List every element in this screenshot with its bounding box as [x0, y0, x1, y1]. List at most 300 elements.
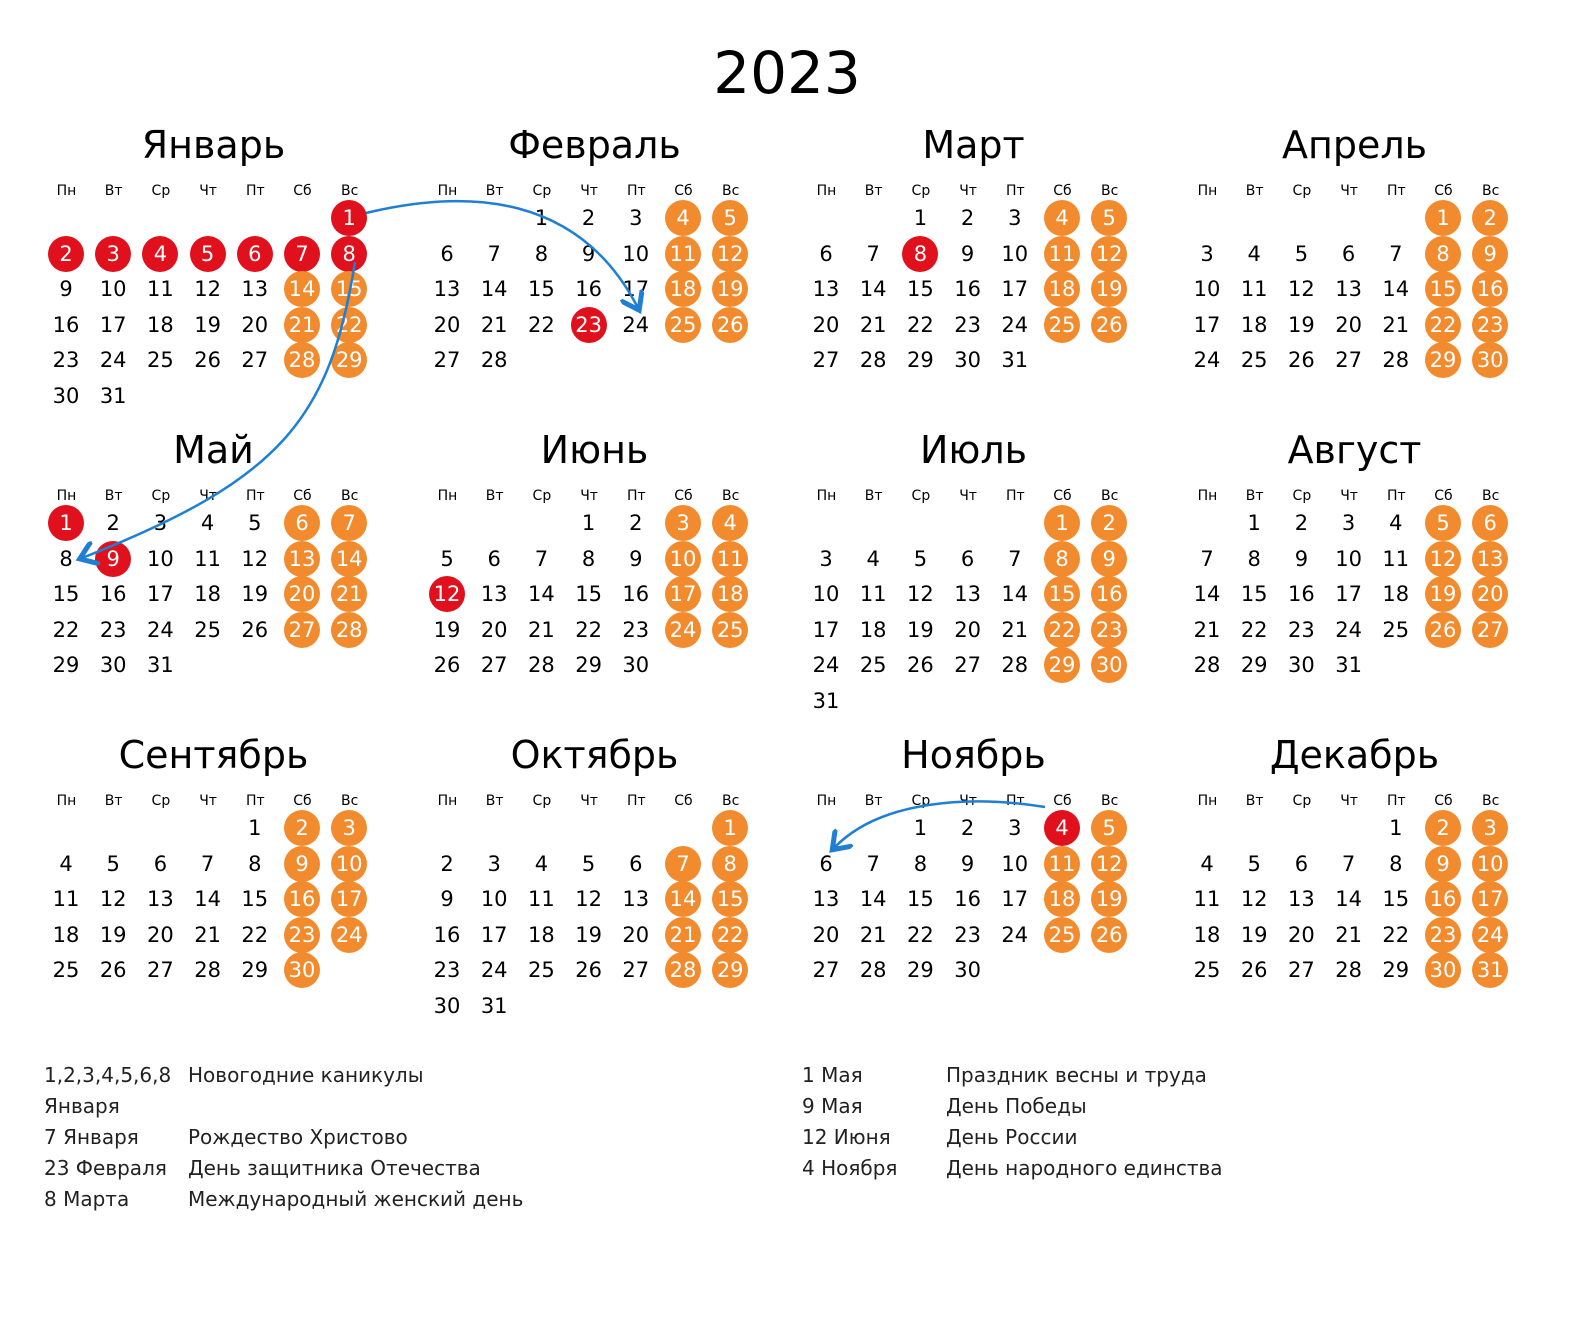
day-cell: 28 [1335, 958, 1362, 983]
day-cell: 8 [248, 851, 262, 876]
day-cell: 4 [665, 200, 701, 236]
weekday-label: Ср [911, 183, 931, 199]
day-cell: 12 [575, 887, 602, 912]
day-cell: 22 [907, 312, 934, 337]
day-cell: 29 [331, 342, 367, 378]
day-cell: 17 [1193, 312, 1221, 337]
day-cell: 1 [1389, 816, 1403, 840]
day-cell: 3 [1341, 511, 1356, 535]
note-date: Января [44, 1094, 120, 1118]
day-cell: 24 [1472, 917, 1508, 953]
day-cell: 8 [331, 236, 367, 272]
day-cell: 17 [1472, 881, 1508, 917]
day-cell: 3 [1008, 206, 1022, 230]
day-cell: 23 [99, 617, 127, 642]
day-cell: 5 [106, 851, 120, 876]
day-cell: 2 [1425, 810, 1461, 846]
day-cell: 19 [1091, 881, 1127, 917]
weekday-label: Ср [151, 793, 171, 809]
day-cell: 24 [1193, 348, 1221, 373]
weekday-label: Вт [485, 793, 504, 809]
day-cell: 15 [1044, 576, 1080, 612]
day-cell: 16 [622, 582, 650, 607]
day-cell: 12 [1425, 541, 1461, 577]
day-cell: 7 [866, 241, 880, 266]
day-cell: 23 [284, 917, 320, 953]
day-cell: 10 [1472, 846, 1508, 882]
day-cell: 7 [487, 241, 501, 266]
day-cell: 17 [1335, 582, 1362, 607]
weekday-label: Вт [485, 183, 504, 199]
weekday-label: Пт [626, 488, 646, 504]
day-cell: 9 [95, 541, 131, 577]
day-cell: 31 [1472, 952, 1508, 988]
day-cell: 3 [629, 206, 643, 230]
day-cell: 27 [812, 348, 840, 373]
day-cell: 19 [241, 582, 269, 607]
day-cell: 26 [907, 653, 934, 678]
day-cell: 13 [433, 277, 461, 302]
day-cell: 21 [528, 617, 555, 642]
day-cell: 3 [665, 505, 701, 541]
day-cell: 24 [99, 348, 127, 373]
weekday-label: Вт [864, 488, 883, 504]
weekday-label: Пн [816, 793, 837, 809]
day-cell: 22 [907, 922, 934, 947]
weekday-label: Пт [626, 793, 646, 809]
day-cell: 11 [712, 541, 748, 577]
day-cell: 19 [99, 922, 127, 947]
day-cell: 21 [480, 312, 508, 337]
day-cell: 13 [284, 541, 320, 577]
day-cell: 27 [433, 348, 461, 373]
day-cell: 9 [1294, 546, 1309, 571]
day-cell: 7 [331, 505, 367, 541]
day-cell: 7 [665, 846, 701, 882]
weekday-label: Вс [1101, 183, 1119, 199]
day-cell: 20 [147, 922, 174, 947]
day-cell: 28 [331, 612, 367, 648]
day-cell: 26 [433, 653, 461, 678]
weekday-label: Ср [1292, 488, 1312, 504]
day-cell: 2 [106, 511, 120, 535]
month-name: Ноябрь [901, 733, 1046, 777]
day-cell: 20 [622, 922, 650, 947]
day-cell: 19 [575, 922, 602, 947]
day-cell: 10 [480, 887, 508, 912]
day-cell: 5 [1294, 241, 1309, 266]
day-cell: 21 [1193, 617, 1221, 642]
day-cell: 5 [1091, 200, 1127, 236]
note-text: День Победы [946, 1094, 1087, 1118]
weekday-label: Пн [1197, 183, 1218, 199]
weekday-label: Вс [341, 183, 359, 199]
day-cell: 1 [913, 206, 928, 230]
day-cell: 7 [866, 851, 880, 876]
day-cell: 9 [284, 846, 320, 882]
day-cell: 10 [622, 241, 650, 266]
day-cell: 27 [1288, 958, 1315, 983]
day-cell: 5 [248, 511, 262, 535]
month-name: Апрель [1281, 123, 1428, 167]
day-cell: 11 [859, 582, 887, 607]
month-name: Январь [141, 123, 286, 167]
weekday-label: Пн [437, 793, 458, 809]
day-cell: 15 [52, 582, 80, 607]
day-cell: 15 [241, 887, 269, 912]
day-cell: 9 [1472, 236, 1508, 272]
day-cell: 1 [1425, 200, 1461, 236]
weekday-label: Ср [911, 793, 931, 809]
weekday-label: Ср [532, 183, 552, 199]
day-cell: 11 [147, 277, 174, 302]
day-cell: 17 [665, 576, 701, 612]
weekday-label: Пт [1386, 183, 1406, 199]
day-cell: 2 [1091, 505, 1127, 541]
day-cell: 20 [1472, 576, 1508, 612]
day-cell: 18 [665, 271, 701, 307]
day-cell: 18 [194, 582, 221, 607]
day-cell: 2 [1472, 200, 1508, 236]
weekday-label: Вс [1101, 488, 1119, 504]
day-cell: 5 [712, 200, 748, 236]
weekday-label: Пт [1005, 488, 1025, 504]
day-cell: 19 [194, 312, 221, 337]
day-cell: 16 [954, 887, 981, 912]
day-cell: 27 [622, 958, 650, 983]
day-cell: 15 [575, 582, 602, 607]
weekday-label: Чт [959, 183, 977, 199]
weekday-label: Пт [245, 793, 265, 809]
day-cell: 2 [440, 851, 454, 876]
day-cell: 25 [52, 958, 80, 983]
day-cell: 10 [812, 582, 840, 607]
day-cell: 27 [241, 348, 269, 373]
day-cell: 17 [480, 922, 508, 947]
weekday-label: Пн [56, 488, 77, 504]
day-cell: 14 [1382, 277, 1410, 302]
day-cell: 7 [284, 236, 320, 272]
day-cell: 9 [1091, 541, 1127, 577]
day-cell: 4 [1200, 851, 1214, 876]
day-cell: 15 [907, 277, 934, 302]
day-cell: 26 [712, 307, 748, 343]
day-cell: 29 [52, 653, 80, 678]
day-cell: 29 [575, 653, 602, 678]
day-cell: 24 [1335, 617, 1362, 642]
day-cell: 29 [907, 348, 934, 373]
weekday-label: Вт [864, 183, 883, 199]
day-cell: 18 [528, 922, 555, 947]
day-cell: 13 [1335, 277, 1362, 302]
month-name: Май [173, 428, 254, 472]
day-cell: 11 [1044, 236, 1080, 272]
day-cell: 16 [575, 277, 602, 302]
day-cell: 29 [1240, 653, 1268, 678]
day-cell: 19 [907, 617, 934, 642]
day-cell: 8 [902, 236, 938, 272]
day-cell: 4 [712, 505, 748, 541]
day-cell: 19 [433, 617, 461, 642]
weekday-label: Вт [864, 793, 883, 809]
day-cell: 14 [859, 277, 887, 302]
day-cell: 14 [284, 271, 320, 307]
day-cell: 27 [1335, 348, 1362, 373]
day-cell: 1 [913, 816, 928, 840]
day-cell: 4 [142, 236, 178, 272]
day-cell: 13 [622, 887, 650, 912]
month-name: Февраль [508, 123, 681, 167]
day-cell: 2 [960, 206, 975, 230]
day-cell: 5 [190, 236, 226, 272]
weekday-label: Ср [1292, 793, 1312, 809]
day-cell: 17 [812, 617, 840, 642]
day-cell: 8 [1247, 546, 1261, 571]
note-date: 12 Июня [802, 1125, 891, 1149]
day-cell: 7 [1008, 546, 1022, 571]
day-cell: 2 [1294, 511, 1309, 535]
day-cell: 25 [1382, 617, 1410, 642]
day-cell: 21 [194, 922, 221, 947]
day-cell: 23 [954, 312, 981, 337]
day-cell: 17 [1001, 887, 1029, 912]
weekday-label: Вс [341, 488, 359, 504]
month-name: Март [922, 123, 1025, 167]
weekday-label: Сб [1053, 183, 1072, 199]
day-cell: 27 [284, 612, 320, 648]
day-cell: 25 [1193, 958, 1221, 983]
day-cell: 28 [1193, 653, 1221, 678]
day-cell: 11 [665, 236, 701, 272]
weekday-label: Вт [104, 183, 123, 199]
day-cell: 29 [1425, 342, 1461, 378]
day-cell: 24 [812, 653, 840, 678]
day-cell: 12 [99, 887, 127, 912]
weekday-label: Ср [911, 488, 931, 504]
weekday-label: Пт [245, 183, 265, 199]
note-date: 23 Февраля [44, 1156, 167, 1180]
day-cell: 28 [480, 348, 508, 373]
day-cell: 6 [284, 505, 320, 541]
day-cell: 12 [429, 576, 465, 612]
day-cell: 30 [433, 994, 461, 1018]
weekday-label: Чт [580, 793, 598, 809]
month-4 [1187, 120, 1522, 420]
day-cell: 13 [1472, 541, 1508, 577]
day-cell: 18 [1044, 881, 1080, 917]
day-cell: 26 [1240, 958, 1268, 983]
month-1 [46, 120, 381, 420]
day-cell: 14 [194, 887, 221, 912]
weekday-label: Вс [722, 793, 740, 809]
day-cell: 2 [960, 816, 975, 840]
day-cell: 25 [528, 958, 555, 983]
day-cell: 30 [1425, 952, 1461, 988]
day-cell: 12 [1240, 887, 1268, 912]
year-title: 2023 [713, 39, 861, 107]
month-10 [427, 730, 762, 1030]
weekday-label: Сб [1434, 488, 1453, 504]
day-cell: 4 [1389, 511, 1403, 535]
day-cell: 12 [907, 582, 934, 607]
weekday-label: Вс [341, 793, 359, 809]
weekday-label: Вт [104, 488, 123, 504]
day-cell: 11 [1193, 887, 1221, 912]
weekday-label: Вс [1482, 793, 1500, 809]
note-text: Международный женский день [188, 1187, 524, 1211]
day-cell: 16 [52, 312, 80, 337]
day-cell: 27 [147, 958, 174, 983]
day-cell: 8 [59, 546, 73, 571]
day-cell: 16 [284, 881, 320, 917]
day-cell: 8 [581, 546, 596, 571]
month-3 [806, 120, 1141, 420]
weekday-label: Чт [199, 793, 217, 809]
day-cell: 18 [859, 617, 887, 642]
weekday-label: Чт [959, 488, 977, 504]
day-cell: 20 [812, 312, 840, 337]
day-cell: 18 [712, 576, 748, 612]
day-cell: 29 [712, 952, 748, 988]
day-cell: 22 [1425, 307, 1461, 343]
day-cell: 22 [1240, 617, 1268, 642]
day-cell: 10 [1193, 277, 1221, 302]
weekday-label: Ср [1292, 183, 1312, 199]
day-cell: 14 [859, 887, 887, 912]
weekday-label: Пт [1386, 488, 1406, 504]
day-cell: 16 [1288, 582, 1315, 607]
day-cell: 3 [819, 546, 833, 571]
day-cell: 5 [1091, 810, 1127, 846]
day-cell: 2 [284, 810, 320, 846]
day-cell: 24 [480, 958, 508, 983]
day-cell: 3 [487, 851, 501, 876]
day-cell: 22 [331, 307, 367, 343]
day-cell: 17 [331, 881, 367, 917]
day-cell: 6 [1341, 241, 1356, 266]
month-6 [427, 425, 762, 725]
day-cell: 17 [147, 582, 174, 607]
day-cell: 30 [52, 384, 80, 408]
day-cell: 14 [528, 582, 555, 607]
day-cell: 15 [528, 277, 555, 302]
day-cell: 7 [1389, 241, 1403, 266]
day-cell: 15 [907, 887, 934, 912]
day-cell: 5 [581, 851, 596, 876]
day-cell: 18 [1044, 271, 1080, 307]
day-cell: 22 [1382, 922, 1410, 947]
day-cell: 25 [859, 653, 887, 678]
weekday-label: Чт [199, 488, 217, 504]
day-cell: 1 [1044, 505, 1080, 541]
day-cell: 18 [52, 922, 80, 947]
day-cell: 19 [1091, 271, 1127, 307]
month-name: Октябрь [510, 733, 679, 777]
day-cell: 26 [99, 958, 127, 983]
day-cell: 31 [147, 653, 174, 678]
day-cell: 29 [907, 958, 934, 983]
day-cell: 20 [241, 312, 269, 337]
day-cell: 9 [960, 851, 975, 876]
day-cell: 24 [331, 917, 367, 953]
day-cell: 13 [812, 277, 840, 302]
day-cell: 6 [819, 241, 833, 266]
day-cell: 9 [629, 546, 643, 571]
month-name: Декабрь [1269, 733, 1440, 777]
weekday-label: Сб [1434, 183, 1453, 199]
weekday-label: Пт [1005, 183, 1025, 199]
weekday-label: Чт [959, 793, 977, 809]
day-cell: 26 [1288, 348, 1315, 373]
weekday-label: Пт [626, 183, 646, 199]
day-cell: 21 [1001, 617, 1029, 642]
day-cell: 21 [284, 307, 320, 343]
day-cell: 8 [913, 851, 928, 876]
day-cell: 28 [859, 348, 887, 373]
note-date: 7 Января [44, 1125, 139, 1149]
day-cell: 20 [1335, 312, 1362, 337]
day-cell: 24 [1001, 312, 1029, 337]
note-date: 1 Мая [802, 1063, 863, 1087]
day-cell: 23 [622, 617, 650, 642]
day-cell: 27 [480, 653, 508, 678]
day-cell: 18 [1240, 312, 1268, 337]
weekday-label: Вс [1482, 183, 1500, 199]
day-cell: 24 [1001, 922, 1029, 947]
weekday-label: Вт [1245, 793, 1264, 809]
day-cell: 1 [581, 511, 596, 535]
month-5 [46, 425, 381, 725]
note-date: 8 Марта [44, 1187, 130, 1211]
weekday-label: Чт [580, 183, 598, 199]
day-cell: 9 [1425, 846, 1461, 882]
day-cell: 11 [1240, 277, 1268, 302]
day-cell: 3 [153, 511, 168, 535]
day-cell: 4 [59, 851, 73, 876]
day-cell: 12 [712, 236, 748, 272]
day-cell: 20 [284, 576, 320, 612]
day-cell: 26 [241, 617, 269, 642]
day-cell: 4 [534, 851, 549, 876]
day-cell: 21 [1382, 312, 1410, 337]
day-cell: 4 [1247, 241, 1261, 266]
weekday-label: Сб [293, 183, 312, 199]
day-cell: 23 [52, 348, 80, 373]
day-cell: 18 [1382, 582, 1410, 607]
day-cell: 6 [960, 546, 975, 571]
day-cell: 4 [1044, 810, 1080, 846]
note-text: День народного единства [946, 1156, 1223, 1180]
day-cell: 26 [194, 348, 221, 373]
day-cell: 10 [147, 546, 174, 571]
weekday-label: Ср [532, 488, 552, 504]
day-cell: 14 [480, 277, 508, 302]
day-cell: 14 [665, 881, 701, 917]
day-cell: 16 [99, 582, 127, 607]
day-cell: 4 [200, 511, 215, 535]
day-cell: 30 [954, 348, 981, 373]
day-cell: 30 [622, 653, 650, 678]
day-cell: 11 [528, 887, 555, 912]
day-cell: 15 [1240, 582, 1268, 607]
weekday-label: Сб [674, 793, 693, 809]
day-cell: 16 [1472, 271, 1508, 307]
day-cell: 8 [1044, 541, 1080, 577]
day-cell: 6 [1294, 851, 1309, 876]
note-text: День защитника Отечества [188, 1156, 481, 1180]
day-cell: 2 [581, 206, 596, 230]
day-cell: 4 [1044, 200, 1080, 236]
